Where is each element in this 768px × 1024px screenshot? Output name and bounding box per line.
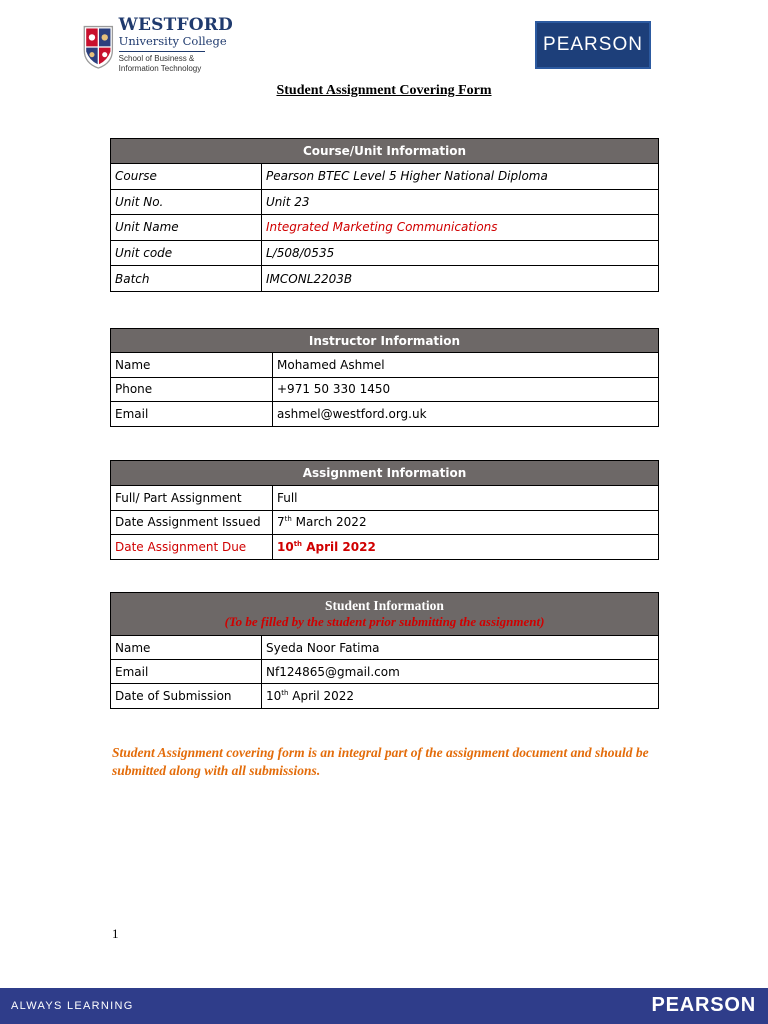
course-value: Pearson BTEC Level 5 Higher National Diploma bbox=[262, 164, 659, 190]
table-row bbox=[111, 486, 659, 511]
unit-no-label: Unit No. bbox=[111, 189, 262, 215]
submission-date-day: 10 bbox=[266, 688, 282, 703]
course-unit-heading: Course/Unit Information bbox=[111, 139, 659, 164]
batch-value: IMCONL2203B bbox=[262, 266, 659, 292]
instructor-phone-value: +971 50 330 1450 bbox=[273, 377, 659, 402]
date-issued-value bbox=[273, 510, 659, 535]
student-heading-instruction: (To be filled by the student prior submitting the assignment) bbox=[224, 614, 545, 629]
school-line-1: School of Business & bbox=[118, 54, 195, 63]
table-row bbox=[111, 510, 659, 535]
student-name-value: Syeda Noor Fatima bbox=[262, 636, 659, 660]
table-row bbox=[111, 660, 659, 684]
date-issued-label: Date Assignment Issued bbox=[111, 510, 273, 535]
instructor-name-value: Mohamed Ashmel bbox=[273, 353, 659, 378]
submission-date-suffix: th bbox=[281, 688, 289, 697]
unit-name-value: Integrated Marketing Communications bbox=[262, 215, 659, 241]
westford-shield-icon bbox=[83, 12, 114, 82]
table-row bbox=[111, 215, 659, 241]
assignment-type-label: Full/ Part Assignment bbox=[111, 486, 273, 511]
footer-pearson-logo: PEARSON bbox=[651, 994, 756, 1016]
student-email-label: Email bbox=[111, 660, 262, 684]
unit-code-label: Unit code bbox=[111, 240, 262, 266]
footer-bar bbox=[0, 988, 768, 1024]
course-unit-table bbox=[110, 138, 659, 292]
westford-logo bbox=[83, 12, 233, 84]
school-line-2: Information Technology bbox=[118, 63, 202, 73]
date-due-label: Date Assignment Due bbox=[111, 535, 273, 560]
document-title: Student Assignment Covering Form bbox=[276, 83, 492, 98]
student-table bbox=[110, 592, 659, 709]
table-row bbox=[111, 684, 659, 708]
date-issued-rest: March 2022 bbox=[291, 515, 367, 530]
westford-wordmark bbox=[119, 16, 233, 73]
table-row bbox=[111, 164, 659, 190]
unit-no-value: Unit 23 bbox=[262, 189, 659, 215]
student-name-label: Name bbox=[111, 636, 262, 660]
date-due-value bbox=[273, 535, 659, 560]
table-row bbox=[111, 189, 659, 215]
student-heading bbox=[111, 593, 659, 636]
course-label: Course bbox=[111, 164, 262, 190]
date-due-rest: April 2022 bbox=[302, 539, 376, 554]
date-issued-suffix: th bbox=[284, 515, 292, 524]
instructor-name-label: Name bbox=[111, 353, 273, 378]
submission-date-value bbox=[262, 684, 659, 708]
instructor-heading: Instructor Information bbox=[111, 329, 659, 353]
unit-code-value: L/508/0535 bbox=[262, 240, 659, 266]
college-name: WESTFORD bbox=[118, 15, 233, 35]
submission-date-rest: April 2022 bbox=[288, 688, 355, 703]
instructor-phone-label: Phone bbox=[111, 377, 273, 402]
table-row bbox=[111, 402, 659, 427]
date-issued-day: 7 bbox=[277, 515, 285, 530]
unit-name-label: Unit Name bbox=[111, 215, 262, 241]
pearson-logo bbox=[535, 21, 651, 69]
submission-note: Student Assignment covering form is an integral part of the assignment document and should be submitted along with all submissions. bbox=[112, 745, 649, 778]
page-number: 1 bbox=[112, 926, 119, 941]
table-row bbox=[111, 636, 659, 660]
instructor-email-value: ashmel@westford.org.uk bbox=[273, 402, 659, 427]
pearson-logo-text: PEARSON bbox=[543, 34, 643, 55]
student-heading-title: Student Information bbox=[325, 598, 444, 613]
assignment-heading: Assignment Information bbox=[111, 461, 659, 486]
batch-label: Batch bbox=[111, 266, 262, 292]
logo-divider bbox=[119, 51, 205, 52]
assignment-type-value: Full bbox=[273, 486, 659, 511]
submission-date-label: Date of Submission bbox=[111, 684, 262, 708]
table-row bbox=[111, 353, 659, 378]
date-due-suffix: th bbox=[293, 539, 303, 548]
footer-tagline: ALWAYS LEARNING bbox=[11, 1000, 134, 1012]
table-row bbox=[111, 266, 659, 292]
table-row bbox=[111, 535, 659, 560]
college-subtitle: University College bbox=[118, 34, 227, 48]
instructor-email-label: Email bbox=[111, 402, 273, 427]
instructor-table bbox=[110, 328, 659, 427]
date-due-day: 10 bbox=[277, 539, 294, 554]
table-row bbox=[111, 240, 659, 266]
student-email-value: Nf124865@gmail.com bbox=[262, 660, 659, 684]
assignment-table bbox=[110, 460, 659, 560]
table-row bbox=[111, 377, 659, 402]
